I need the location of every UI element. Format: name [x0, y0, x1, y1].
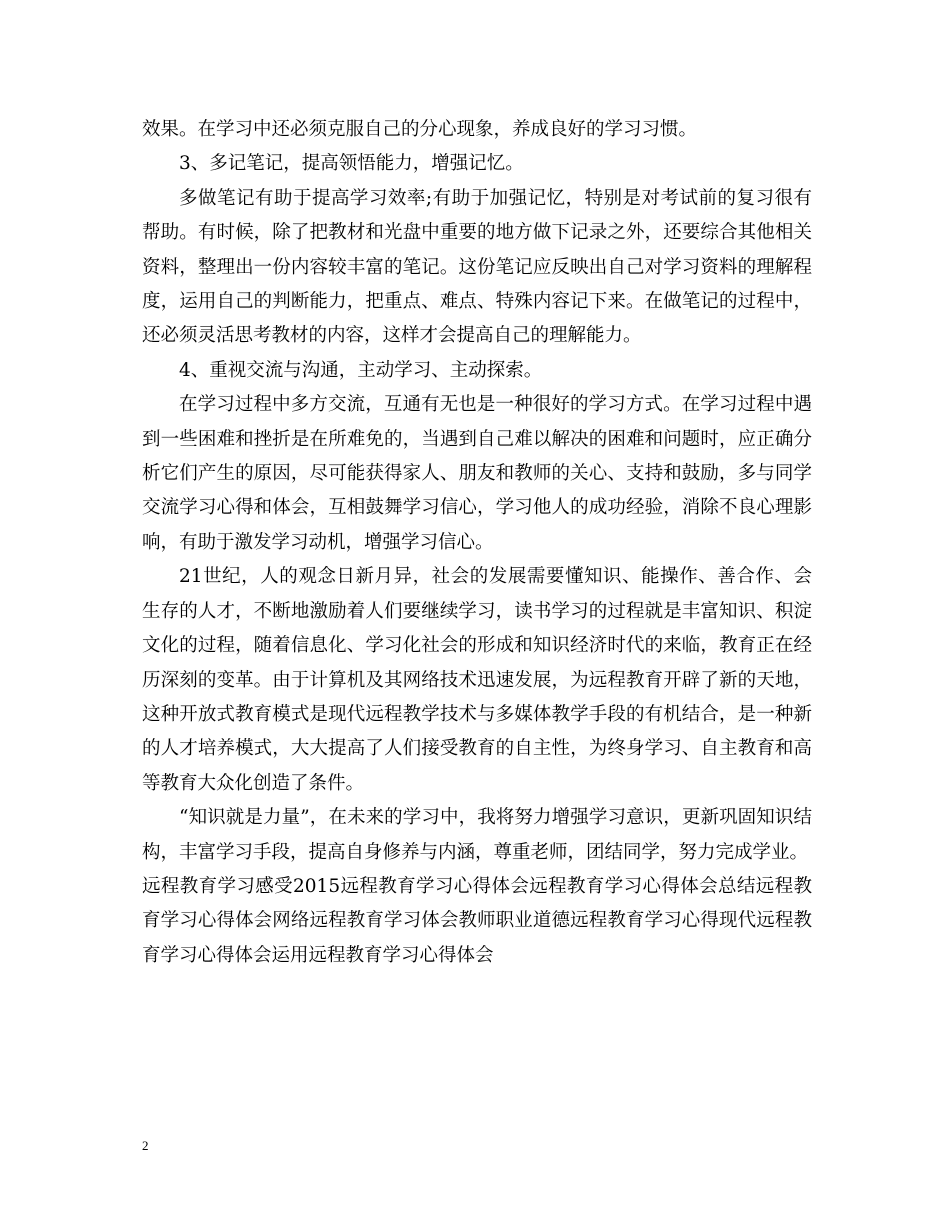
- paragraph-note-taking: 多做笔记有助于提高学习效率;有助于加强记忆，特别是对考试前的复习很有帮助。有时候，除了把教材和光盘中重要的地方做下记录之外，还要综合其他相关资料，整理出一份内容较丰富的笔记。这份笔记应反映出自己对学习资料的理解程度，运用自己的判断能力，把重点、难点、特殊内容记下来。在做笔记的过程中，还必须灵活思考教材的内容，这样才会提高自己的理解能力。: [142, 187, 812, 347]
- paragraph-communication: 在学习过程中多方交流，互通有无也是一种很好的学习方式。在学习过程中遇到一些困难和挫折是在所难免的，当遇到自己难以解决的困难和问题时，应正确分析它们产生的原因，尽可能获得家人、朋友和教师的关心、支持和鼓励，多与同学交流学习心得和体会，互相鼓舞学习信心，学习他人的成功经验，消除不良心理影响，有助于激发学习动机，增强学习信心。: [142, 394, 812, 553]
- paragraph-21st-century: 21世纪，人的观念日新月异，社会的发展需要懂知识、能操作、善合作、会生存的人才，不断地激励着人们要继续学习，读书学习的过程就是丰富知识、积淀文化的过程，随着信息化、学习化社会的形成和知识经济时代的来临，教育正在经历深刻的变革。由于计算机及其网络技术迅速发展，为远程教育开辟了新的天地，这种开放式教育模式是现代远程教学技术与多媒体教学手段的有机结合，是一种新的人才培养模式，大大提高了人们接受教育的自主性，为终身学习、自主教育和高等教育大众化创造了条件。: [142, 566, 812, 794]
- paragraph-related-titles: 远程教育学习感受2015远程教育学习心得体会远程教育学习心得体会总结远程教育学习心得体会网络远程教育学习体会教师职业道德远程教育学习心得现代远程教育学习心得体会运用远程教育学习心得体会: [142, 875, 812, 966]
- document-body: [142, 113, 812, 973]
- page-number: 2: [142, 1138, 149, 1153]
- paragraph-intro-continuation: 效果。在学习中还必须克服自己的分心现象，养成良好的学习习惯。: [142, 119, 698, 140]
- heading-point-3: 3、多记笔记，提高领悟能力，增强记忆。: [179, 153, 524, 175]
- paragraph-knowledge-is-power: “知识就是力量”，在未来的学习中，我将努力增强学习意识，更新巩固知识结构，丰富学习手段，提高自身修养与内涵，尊重老师，团结同学，努力完成学业。: [142, 807, 812, 863]
- heading-point-4: 4、重视交流与沟通，主动学习、主动探索。: [179, 359, 543, 381]
